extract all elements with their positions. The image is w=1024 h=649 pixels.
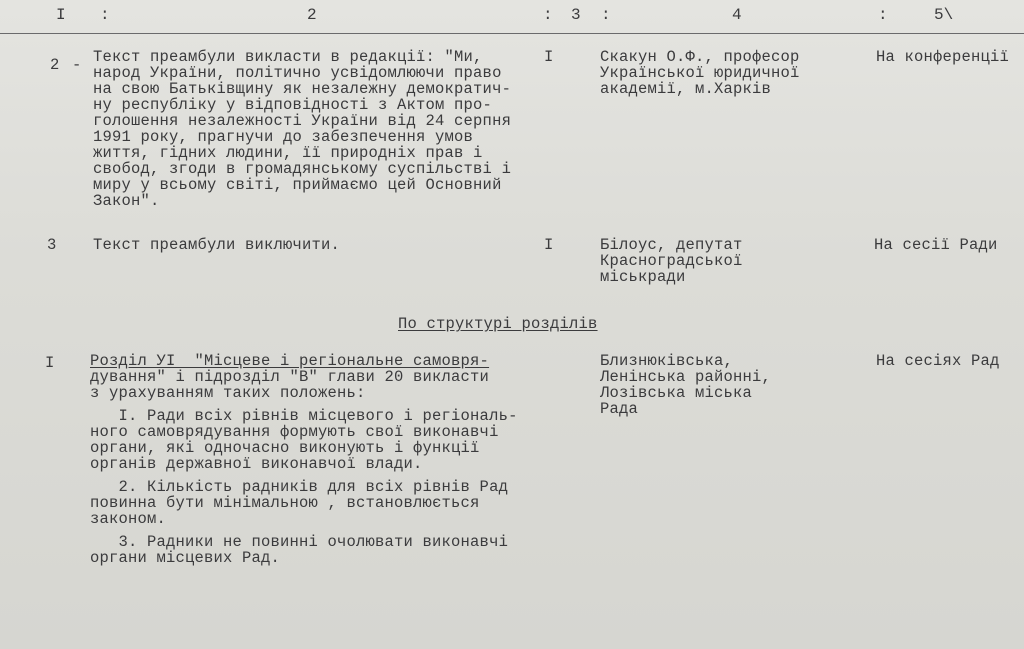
section-title: По структурі розділів [398, 315, 598, 333]
list-item-line: законом. [90, 510, 167, 528]
header-separator: : [543, 6, 553, 24]
text-line: життя, гідних людини, її природніх прав і [93, 144, 483, 162]
text-line: Розділ УІ "Місцеве і регіональне самовря- [90, 352, 490, 370]
venue: На конференції [876, 48, 1010, 66]
venue: На сесіях Рад [876, 352, 1000, 370]
header-separator: : [878, 6, 888, 24]
text-line: голошення незалежності України від 24 серпня [93, 112, 512, 130]
author-line: Ленінська районні, [600, 368, 772, 386]
author-line: Близнюківська, [600, 352, 734, 370]
text-line: ну республіку у відповідності з Актом про- [93, 96, 493, 114]
row-number: 2 [50, 56, 60, 74]
row-number: 3 [47, 236, 57, 254]
header-col-4: 4 [732, 6, 742, 24]
text-line: миру у всьому світі, приймаємо цей Основний [93, 176, 502, 194]
column-3-value: I [544, 48, 554, 66]
venue: На сесії Ради [874, 236, 998, 254]
list-item-line: ного самоврядування формують свої виконавчі [90, 423, 499, 441]
list-item-line: 3. Радники не повинні очолювати виконавчі [90, 533, 509, 551]
text-line: народ України, політично усвідомлюючи право [93, 64, 502, 82]
text-line: Текст преамбули викласти в редакції: "Ми, [93, 48, 483, 66]
list-item-line: органи, які одночасно виконують і функції [90, 439, 480, 457]
text-line: на свою Батьківщину як незалежну демократич- [93, 80, 512, 98]
header-col-3: 3 [571, 6, 581, 24]
row-number: I [45, 354, 55, 372]
list-item-line: повинна бути мінімальною , встановлюється [90, 494, 480, 512]
author-line: Скакун О.Ф., професор [600, 48, 800, 66]
header-col-2: 2 [307, 6, 317, 24]
header-col-1: I [56, 6, 66, 24]
author-line: академії, м.Харків [600, 80, 772, 98]
text-line: з урахуванням таких положень: [90, 384, 366, 402]
author-line: Рада [600, 400, 639, 418]
author-line: міськради [600, 268, 686, 286]
list-item-line: I. Ради всіх рівнів місцевого і регіональ- [90, 407, 518, 425]
proposal-text: Текст преамбули виключити. [93, 236, 341, 254]
list-item-line: 2. Кількість радників для всіх рівнів Рад [90, 478, 509, 496]
column-3-value: I [544, 236, 554, 254]
row-dash: - [72, 56, 82, 74]
author-line: Красноградської [600, 252, 743, 270]
header-separator: : [100, 6, 110, 24]
list-item-line: органи місцевих Рад. [90, 549, 281, 567]
text-line: 1991 року, прагнучи до забезпечення умов [93, 128, 474, 146]
author-line: Української юридичної [600, 64, 800, 82]
author-line: Лозівська міська [600, 384, 753, 402]
list-item-line: органів державної виконавчої влади. [90, 455, 423, 473]
text-line: дування" і підрозділ "В" глави 20 викласти [90, 368, 490, 386]
header-separator: : [601, 6, 611, 24]
header-rule [0, 33, 1024, 34]
text-line: свобод, згоди в громадянському суспільстві і [93, 160, 512, 178]
header-col-5: 5\ [934, 6, 954, 24]
author-line: Білоус, депутат [600, 236, 743, 254]
text-line: Закон". [93, 192, 160, 210]
